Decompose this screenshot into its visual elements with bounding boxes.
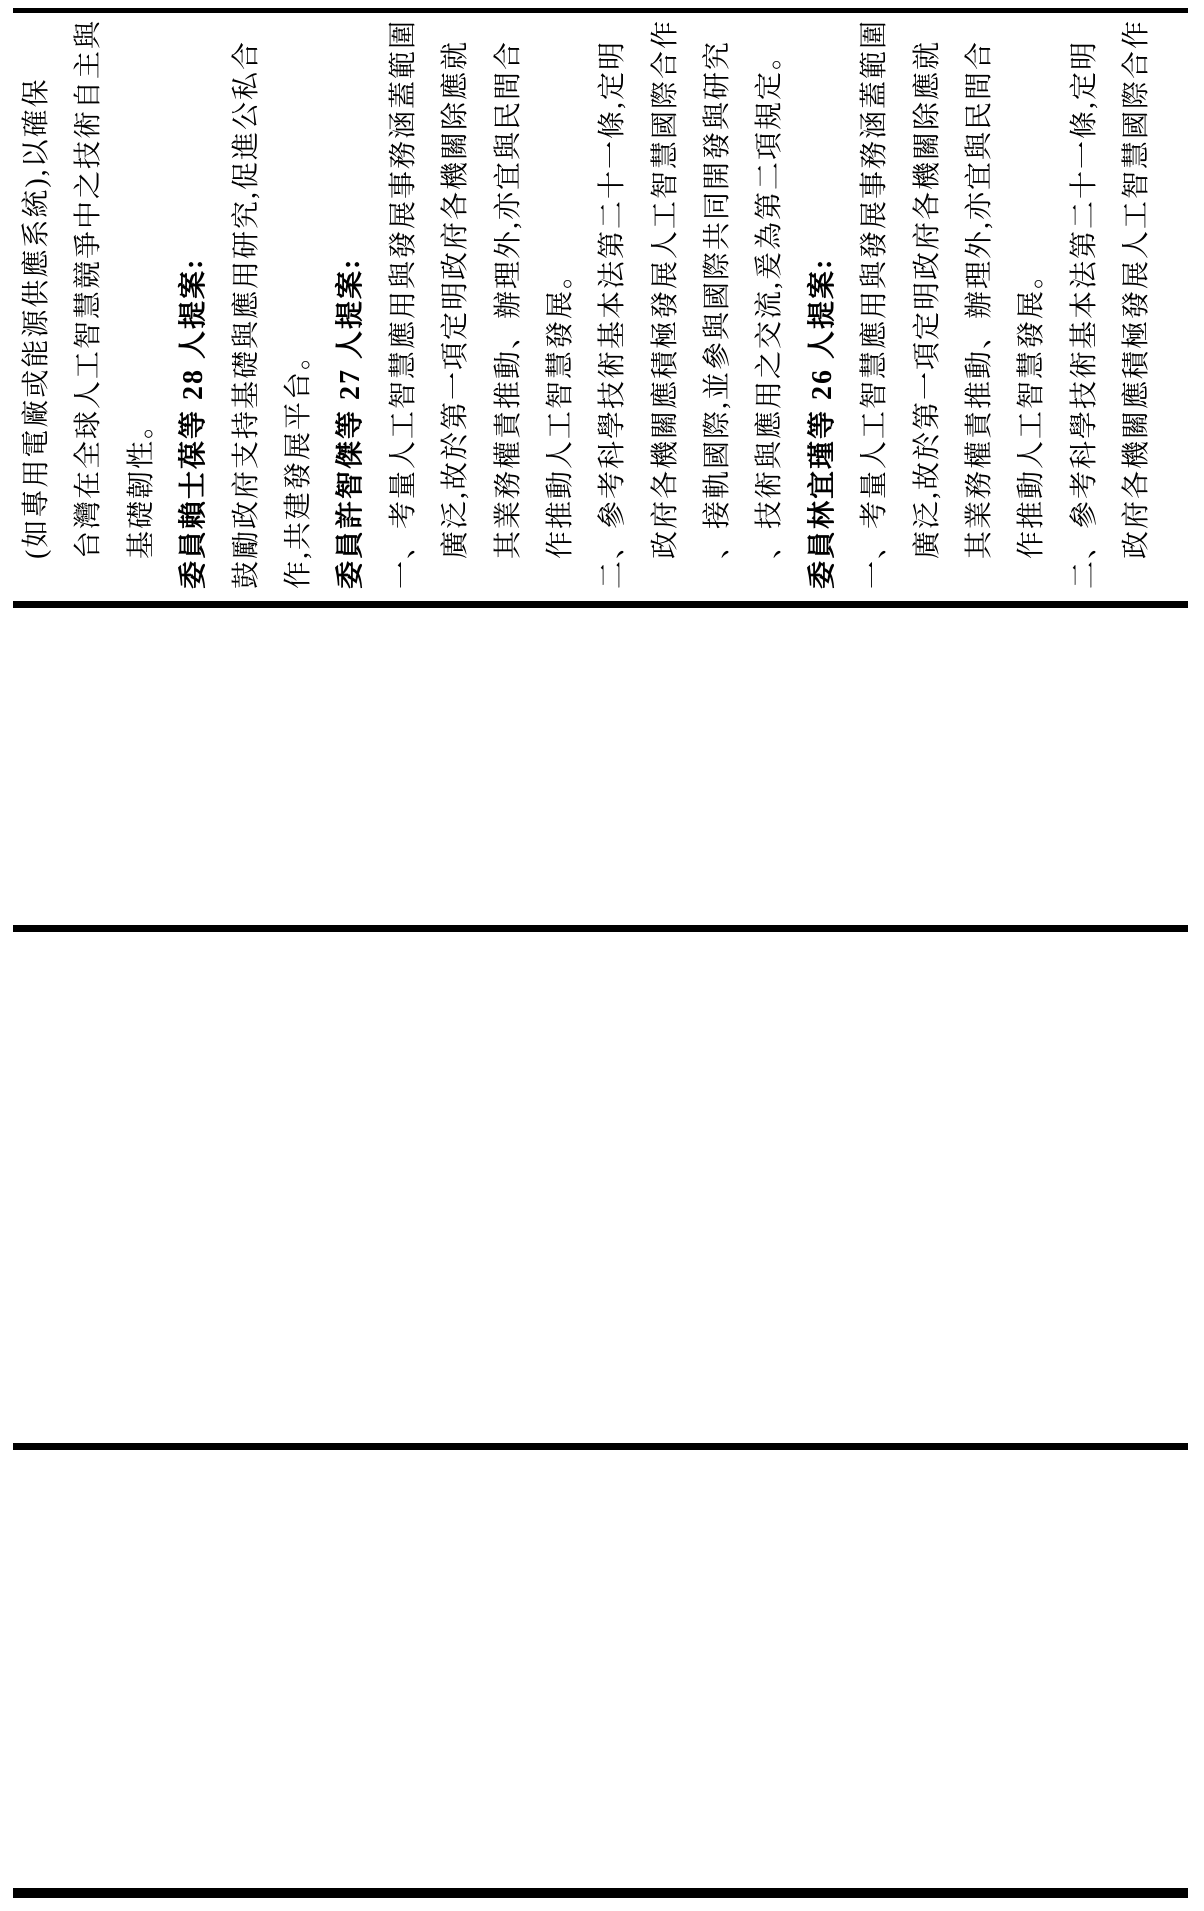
- explanation-column-text: [11, 11, 1164, 589]
- text-line: 、接軌國際,並參與國際共同開發與研究: [702, 39, 734, 559]
- text-line: 、技術與應用之交流,爰為第二項規定。: [754, 39, 786, 559]
- text-line: 作推動人工智慧發展。: [544, 258, 576, 559]
- table-column-separator-1: [13, 1443, 1188, 1450]
- text-line: 委員林宜瑾等 26 人提案:: [806, 257, 838, 589]
- text-line: 廣泛,故於第一項定明政府各機關除應就: [911, 39, 943, 559]
- text-line: 二、參考科學技術基本法第二十一條,定明: [597, 39, 629, 589]
- text-line: 台灣在全球人工智慧競爭中之技術自主與: [73, 18, 105, 559]
- text-line: 鼓勵政府支持基礎與應用研究,促進公私合: [230, 39, 262, 589]
- text-line: 政府各機關應積極發展人工智慧國際合作: [649, 18, 681, 559]
- table-border-left: [13, 1888, 1188, 1898]
- text-line: 其業務權責推動、辦理外,亦宜與民間合: [964, 39, 996, 559]
- text-line: 廣泛,故於第一項定明政府各機關除應就: [440, 39, 472, 559]
- text-line: 作,共建發展平台。: [282, 339, 314, 589]
- table-column-separator-3: [13, 601, 1188, 608]
- table-column-separator-2: [13, 925, 1188, 932]
- text-line: 一、考量人工智慧應用與發展事務涵蓋範圍: [387, 18, 419, 589]
- text-line: 政府各機關應積極發展人工智慧國際合作: [1121, 18, 1153, 559]
- text-line: 其業務權責推動、辦理外,亦宜與民間合: [492, 39, 524, 559]
- text-line: 委員賴士葆等 28 人提案:: [178, 257, 210, 589]
- text-line: 作推動人工智慧發展。: [1016, 258, 1048, 559]
- text-line: (如專用電廠或能源供應系統),以確保: [21, 77, 52, 559]
- text-line: 二、參考科學技術基本法第二十一條,定明: [1068, 39, 1100, 589]
- text-line: 基礎韌性。: [125, 408, 157, 559]
- text-line: 一、考量人工智慧應用與發展事務涵蓋範圍: [859, 18, 891, 589]
- text-line: 委員許智傑等 27 人提案:: [335, 257, 367, 589]
